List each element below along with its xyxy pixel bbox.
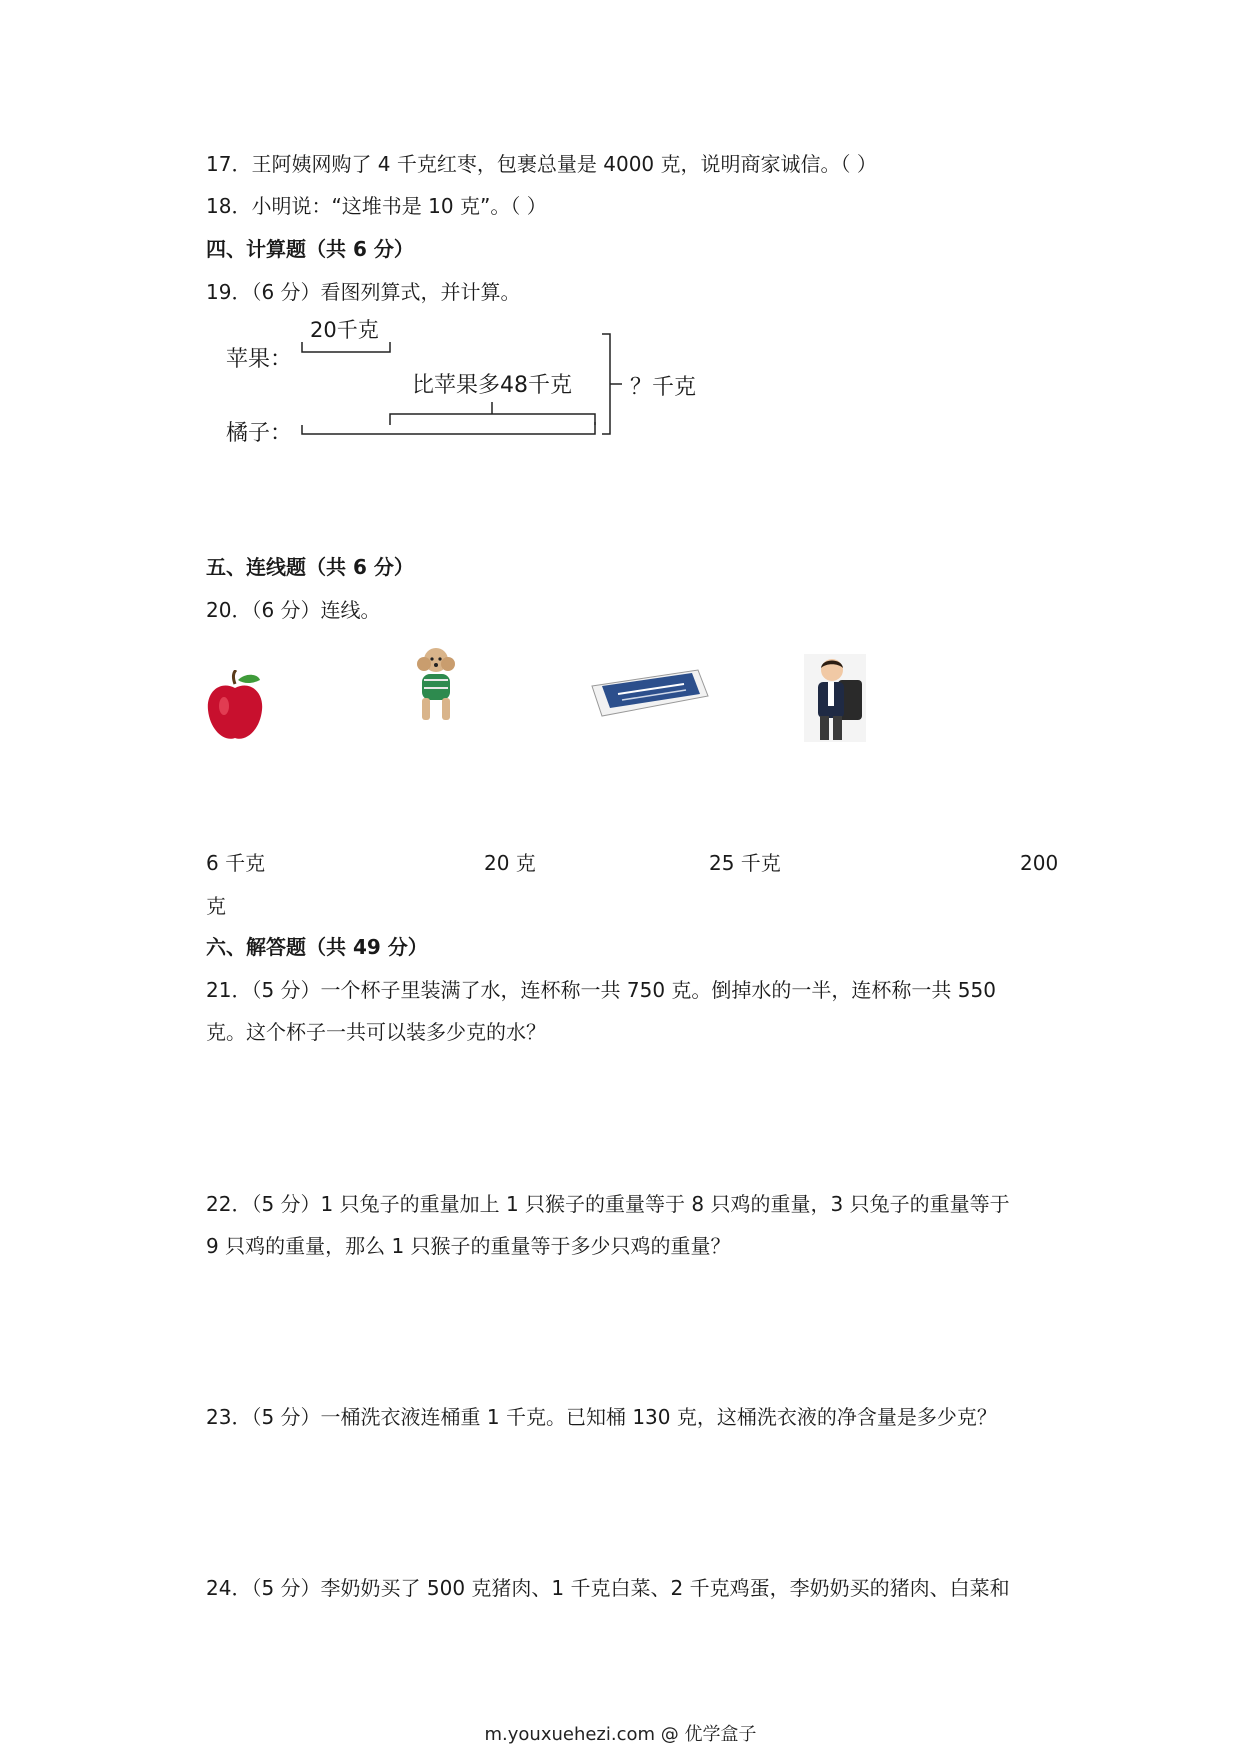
weight-option-4-wrap: 克 — [206, 894, 226, 918]
question-22-line-2: 9 只鸡的重量，那么 1 只猴子的重量等于多少只鸡的重量？ — [206, 1234, 731, 1258]
weight-option-1: 6 千克 — [206, 851, 266, 875]
student-picture — [804, 654, 866, 742]
extra-brace — [390, 414, 595, 425]
page-footer: m.youxuehezi.com @ 优学盒子 — [484, 1724, 757, 1745]
weight-option-4: 200 — [1020, 851, 1059, 875]
more-than-apple-label: 比苹果多48千克 — [412, 373, 572, 398]
question-18: 18．小明说：“这堆书是 10 克”。（ ） — [206, 194, 547, 218]
section-6-heading: 六、解答题（共 49 分） — [206, 935, 428, 959]
question-21-line-2: 克。这个杯子一共可以装多少克的水？ — [206, 1020, 546, 1044]
weight-option-3: 25 千克 — [709, 851, 781, 875]
question-21-line-1: 21．（5 分）一个杯子里装满了水，连杯称一共 750 克。倒掉水的一半，连杯称一共 550 — [206, 978, 996, 1002]
section-4-heading: 四、计算题（共 6 分） — [206, 237, 414, 261]
total-brace — [602, 334, 610, 434]
question-23: 23．（5 分）一桶洗衣液连桶重 1 千克。已知桶 130 克，这桶洗衣液的净含量是多少克？ — [206, 1405, 997, 1429]
question-19: 19．（6 分）看图列算式，并计算。 — [206, 280, 521, 304]
weight-option-2: 20 克 — [484, 851, 536, 875]
apple-weight-label: 20千克 — [310, 318, 379, 342]
section-5-heading: 五、连线题（共 6 分） — [206, 555, 414, 579]
apple-picture — [206, 670, 264, 744]
eraser-picture — [588, 664, 712, 722]
dog-picture — [410, 646, 462, 724]
question-17: 17．王阿姨网购了 4 千克红枣，包裹总量是 4000 克，说明商家诚信。（ ） — [206, 152, 877, 176]
apple-label: 苹果： — [226, 347, 293, 372]
total-weight-label: ？千克 — [630, 375, 697, 400]
question-20: 20．（6 分）连线。 — [206, 598, 381, 622]
orange-label: 橘子： — [226, 421, 293, 446]
question-24: 24．（5 分）李奶奶买了 500 克猪肉、1 千克白菜、2 千克鸡蛋，李奶奶买的猪肉、白菜和 — [206, 1576, 1010, 1600]
segment-diagram — [220, 318, 740, 452]
orange-bar-extra — [390, 422, 595, 434]
orange-bar-base — [302, 425, 390, 434]
question-22-line-1: 22．（5 分）1 只兔子的重量加上 1 只猴子的重量等于 8 只鸡的重量，3 只兔子的重量等于 — [206, 1192, 1010, 1216]
